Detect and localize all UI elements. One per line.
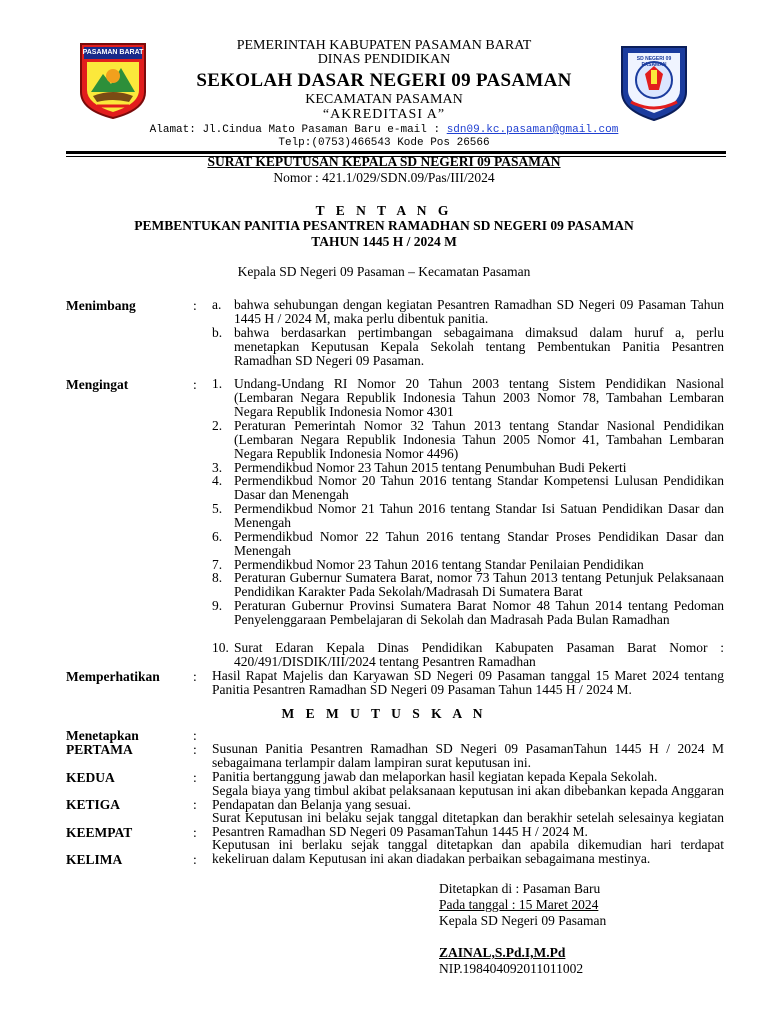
decree-number: Nomor : 421.1/029/SDN.09/Pas/III/2024 — [273, 170, 495, 185]
ketiga-text: Segala biaya yang timbul akibat pelaksanaan keputusan ini akan dibebankan kepada Anggaran Pendapatan dan Belanja yang sesuai. — [212, 783, 724, 812]
mengingat-item-9 — [212, 599, 724, 627]
item-number: 5. — [212, 501, 223, 516]
signatory-nip: NIP.198404092011011002 — [439, 961, 584, 976]
signature-position: Kepala SD Negeri 09 Pasaman — [439, 913, 607, 928]
memperhatikan-colon: : — [193, 669, 197, 684]
kelima-label: KELIMA — [66, 852, 123, 867]
decree-year: TAHUN 1445 H / 2024 M — [311, 234, 457, 249]
mengingat-item-4 — [212, 474, 724, 502]
mengingat-item-6 — [212, 530, 724, 558]
signature-date: Pada tanggal : 15 Maret 2024 — [439, 897, 599, 912]
address-text: Alamat: Jl.Cindua Mato Pasaman Baru e-mail : — [149, 124, 447, 136]
mengingat-label: Mengingat — [66, 377, 129, 392]
item-number: a. — [212, 297, 222, 312]
mengingat-item-8 — [212, 571, 724, 599]
item-text: Permendikbud Nomor 23 Tahun 2015 tentang Penumbuhan Budi Pekerti — [234, 460, 627, 475]
header-school-name: SEKOLAH DASAR NEGERI 09 PASAMAN — [196, 70, 572, 91]
mengingat-item-5 — [212, 502, 724, 530]
item-text: Surat Edaran Kepala Dinas Pendidikan Kabupaten Pasaman Barat Nomor : 420/491/DISDIK/III/2024 tentang Pesantren Ramadhan — [234, 640, 724, 669]
header-kecamatan: KECAMATAN PASAMAN — [305, 92, 463, 107]
item-number: 3. — [212, 460, 223, 475]
item-number: 9. — [212, 598, 223, 613]
header-government: PEMERINTAH KABUPATEN PASAMAN BARAT — [236, 38, 532, 53]
left-logo-text: PASAMAN BARAT — [82, 49, 144, 56]
mengingat-colon: : — [193, 377, 197, 392]
pertama-colon: : — [193, 742, 197, 757]
item-text: Peraturan Gubernur Sumatera Barat, nomor 73 Tahun 2013 tentang Petunjuk Pelaksanaan Pendidikan Karakter Pada Sekolah/Madrasah Di Sumatera Barat — [234, 570, 724, 599]
tentang-heading: T E N T A N G — [315, 203, 453, 218]
header-akreditasi: “AKREDITASI A” — [322, 107, 446, 122]
header-address — [0, 124, 768, 150]
menimbang-label: Menimbang — [66, 298, 136, 313]
decree-subject: PEMBENTUKAN PANITIA PESANTREN RAMADHAN SD NEGERI 09 PASAMAN — [134, 218, 634, 233]
menimbang-colon: : — [193, 298, 197, 313]
menetapkan-colon: : — [193, 728, 197, 743]
memperhatikan-text: Hasil Rapat Majelis dan Karyawan SD Negeri 09 Pasaman tanggal 15 Maret 2024 tentang Panitia Pesantren Ramadhan SD Negeri 09 Pasaman Tahun 1445 H / 2024 M. — [212, 668, 724, 697]
menimbang-item-b — [212, 326, 724, 368]
item-text: Permendikbud Nomor 22 Tahun 2016 tentang Standar Proses Pendidikan Dasar dan Menengah — [234, 529, 724, 558]
kelima-text: Keputusan ini berlaku sejak tanggal ditetapkan dan apabila dikemudian hari terdapat kekeliruan dalam Keputusan ini akan diadakan perbaikan sebagaimana mestinya. — [212, 837, 724, 866]
item-number: 10. — [212, 640, 229, 655]
item-text: Peraturan Gubernur Provinsi Sumatera Barat Nomor 48 Tahun 2014 tentang Pedoman Penyelenggaraan Pembelajaran di Sekolah dan Madrasah Pada Bulan Ramadhan — [234, 598, 724, 627]
decree-title: SURAT KEPUTUSAN KEPALA SD NEGERI 09 PASAMAN — [207, 154, 561, 169]
mengingat-item-2 — [212, 419, 724, 461]
pertama-label: PERTAMA — [66, 742, 133, 757]
signature-place: Ditetapkan di : Pasaman Baru — [439, 881, 601, 896]
email-link[interactable]: sdn09.kc.pasaman@gmail.com — [446, 124, 619, 136]
item-number: b. — [212, 325, 223, 340]
menetapkan-label: Menetapkan — [66, 728, 139, 743]
kedua-text: Panitia bertanggung jawab dan melaporkan hasil kegiatan kepada Kepala Sekolah. — [212, 769, 658, 784]
mengingat-item-10 — [212, 641, 724, 669]
ketiga-colon: : — [193, 797, 197, 812]
item-number: 7. — [212, 557, 223, 572]
item-number: 1. — [212, 376, 223, 391]
header-department: DINAS PENDIDIKAN — [317, 52, 451, 67]
item-text: bahwa sehubungan dengan kegiatan Pesantren Ramadhan SD Negeri 09 Pasaman Tahun 1445 H / 2024 M, maka perlu dibentuk panitia. — [234, 297, 724, 326]
item-text: Permendikbud Nomor 20 Tahun 2016 tentang Standar Kompetensi Lulusan Pendidikan Dasar dan Menengah — [234, 473, 724, 502]
item-number: 6. — [212, 529, 223, 544]
right-logo-text: SD NEGERI 09 PASAMAN — [636, 56, 672, 68]
keempat-colon: : — [193, 825, 197, 840]
item-text: Permendikbud Nomor 21 Tahun 2016 tentang Standar Isi Satuan Pendidikan Dasar dan Menengah — [234, 501, 724, 530]
item-number: 2. — [212, 418, 223, 433]
pertama-text: Susunan Panitia Pesantren Ramadhan SD Negeri 09 PasamanTahun 1445 H / 2024 M sebagaimana terlampir dalam lampiran surat keputusan ini. — [212, 741, 724, 770]
item-text: Undang-Undang RI Nomor 20 Tahun 2003 tentang Sistem Pendidikan Nasional (Lembaran Negara Republik Indonesia Tahun 2003 Nomor 78, Tambahan Lembaran Negara Republik Indonesia Nomor 4301 — [234, 376, 724, 419]
item-number: 4. — [212, 473, 223, 488]
issuer-line: Kepala SD Negeri 09 Pasaman – Kecamatan Pasaman — [237, 264, 531, 279]
item-text: Permendikbud Nomor 23 Tahun 2016 tentang Standar Penilaian Pendidikan — [234, 557, 644, 572]
mengingat-item-1 — [212, 377, 724, 419]
memperhatikan-label: Memperhatikan — [66, 669, 160, 684]
ketiga-label: KETIGA — [66, 797, 121, 812]
item-text: bahwa berdasarkan pertimbangan sebagaimana dimaksud dalam huruf a, perlu menetapkan Keputusan Kepala Sekolah tentang Pembentukan Panitia Pesantren Ramadhan SD Negeri 09 Pasaman. — [234, 325, 724, 368]
memutuskan-heading: M E M U T U S K A N — [281, 706, 487, 721]
kedua-label: KEDUA — [66, 770, 115, 785]
item-text: Peraturan Pemerintah Nomor 32 Tahun 2013 tentang Standar Nasional Pendidikan (Lembaran Negara Republik Indonesia Tahun 2005 Nomor 41, Tambahan Lembaran Negara Republik Indonesia Nomor 4496) — [234, 418, 724, 461]
kedua-colon: : — [193, 770, 197, 785]
keempat-text: Surat Keputusan ini belaku sejak tanggal ditetapkan dan berakhir setelah selesainya kegiatan Pesantren Ramadhan SD Negeri 09 PasamanTahun 1445 H / 2024 M. — [212, 810, 724, 839]
menimbang-item-a — [212, 298, 724, 326]
item-number: 8. — [212, 570, 223, 585]
keempat-label: KEEMPAT — [66, 825, 133, 840]
signatory-name: ZAINAL,S.Pd.I,M.Pd — [439, 945, 566, 960]
kelima-colon: : — [193, 852, 197, 867]
phone-text: Telp:(0753)466543 Kode Pos 26566 — [278, 137, 490, 149]
